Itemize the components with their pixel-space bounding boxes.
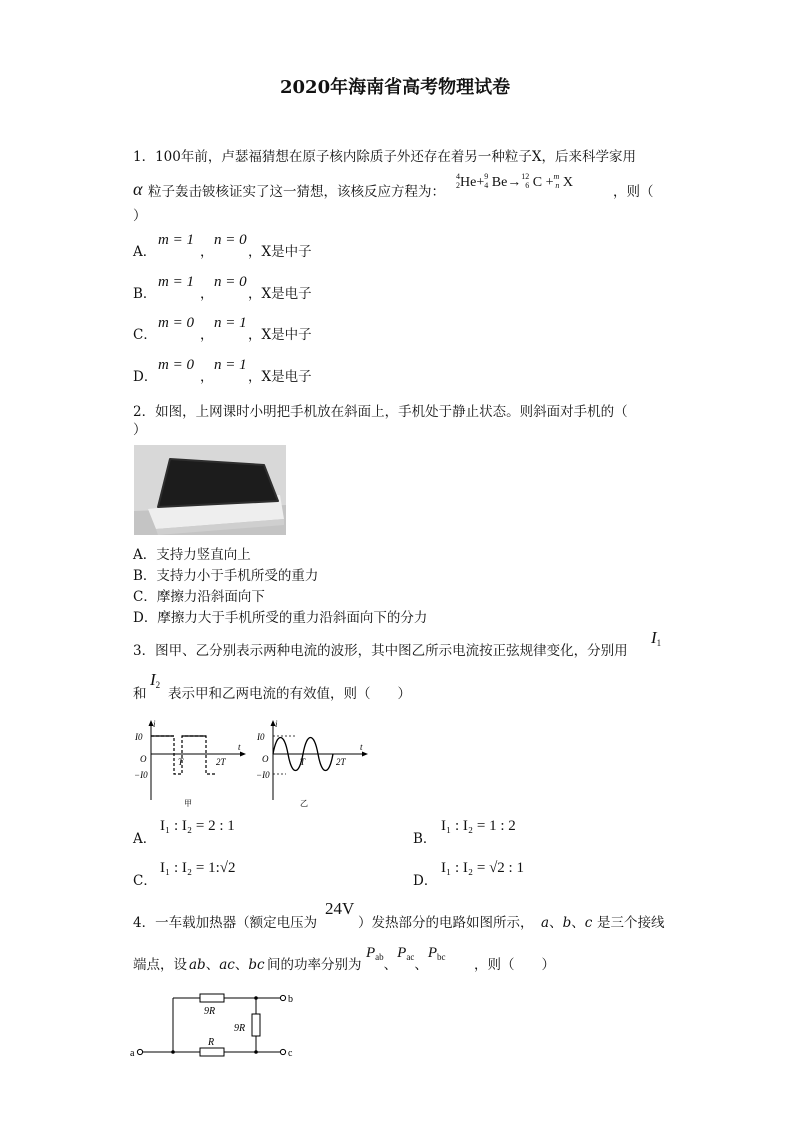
square-wave-graph xyxy=(134,718,250,810)
q2-option-b[interactable]: B．支持力小于手机所受的重力 xyxy=(133,568,319,584)
q3-stem-line2: 表示甲和乙两电流的有效值，则（ ） xyxy=(168,686,411,702)
graph-b-label-t: T xyxy=(300,757,306,767)
graph-a-label-2t: 2T xyxy=(216,757,226,767)
option-m-value: m = 0 xyxy=(158,315,194,331)
option-separator: ， xyxy=(200,327,214,343)
q4-stem-line1-terminals: a、b、c xyxy=(541,915,593,931)
terminal-a-label: a xyxy=(130,1048,135,1059)
option-label: A． xyxy=(133,244,157,260)
option-n-value: n = 1 xyxy=(214,315,247,331)
q1-stem-line2: 粒子轰击铍核证实了这一猜想，该核反应方程为： xyxy=(148,184,445,200)
terminal-b-label: b xyxy=(288,994,293,1005)
q3-i1-symbol: $I_1$ xyxy=(651,628,662,648)
option-separator: ， xyxy=(200,286,214,302)
graph-b-axis-i: i xyxy=(275,719,278,729)
graph-b-caption: 乙 xyxy=(300,799,308,808)
q4-voltage: 24V xyxy=(325,899,355,918)
q3-i2-symbol: $I_2$ xyxy=(150,670,161,690)
q2-option-a[interactable]: A．支持力竖直向上 xyxy=(133,547,251,563)
graph-b-axis-t: t xyxy=(360,742,363,752)
option-label: A． xyxy=(133,831,157,847)
q1-stem-line1: 1．100年前，卢瑟福猜想在原子核内除质子外还存在着另一种粒子X，后来科学家用 xyxy=(133,149,636,165)
page-title: 2020年海南省高考物理试卷 xyxy=(280,77,511,98)
terminal-c-label: c xyxy=(288,1048,293,1059)
q4-stem-line1-b: ）发热部分的电路如图所示， xyxy=(358,915,534,931)
q4-stem-line2-pairs: ab、ac、bc xyxy=(189,957,265,973)
option-label: B． xyxy=(413,831,437,847)
q1-stem-line2-end: ，则（ xyxy=(613,184,654,200)
option-ratio: I₁ : I₂ = 1:√2 xyxy=(160,860,236,876)
graph-a-axis-i: i xyxy=(153,719,156,729)
option-n-value: n = 0 xyxy=(214,274,247,290)
option-label: C． xyxy=(133,873,157,889)
graph-a-axis-t: t xyxy=(238,742,241,752)
option-separator: ， xyxy=(200,244,214,260)
option-text: ，X是电子 xyxy=(248,286,312,302)
option-label: C． xyxy=(133,327,157,343)
q3-stem-line1: 3．图甲、乙分别表示两种电流的波形，其中图乙所示电流按正弦规律变化，分别用 xyxy=(133,643,628,659)
option-ratio: I₁ : I₂ = 2 : 1 xyxy=(160,818,235,834)
phone-on-incline-photo xyxy=(134,445,286,535)
option-label: D． xyxy=(133,369,158,385)
q4-stem-line2-a: 端点，设 xyxy=(133,957,187,973)
graph-a-caption: 甲 xyxy=(184,799,192,808)
q4-stem-line2-b: 间的功率分别为 xyxy=(267,957,362,973)
option-m-value: m = 1 xyxy=(158,274,194,290)
graph-b-label-i0: I0 xyxy=(257,732,265,742)
option-n-value: n = 0 xyxy=(214,232,247,248)
option-m-value: m = 0 xyxy=(158,357,194,373)
option-text: ，X是中子 xyxy=(248,327,312,343)
q4-stem-line1-a: 4．一车载加热器（额定电压为 xyxy=(133,915,318,931)
option-n-value: n = 1 xyxy=(214,357,247,373)
q2-option-d[interactable]: D．摩擦力大于手机所受的重力沿斜面向下的分力 xyxy=(133,610,428,626)
resistor-bottom-label: R xyxy=(208,1037,215,1048)
graph-b-label-origin: O xyxy=(262,754,269,764)
q2-stem-line2: ） xyxy=(133,422,147,438)
graph-a-label-t: T xyxy=(178,757,184,767)
sine-wave-graph xyxy=(256,718,372,810)
q1-nuclear-equation: 4 2He+9 4 Be→12 6 C +m n X xyxy=(456,172,573,190)
graph-a-label-i0: I0 xyxy=(135,732,143,742)
q4-stem-line1-c: 是三个接线 xyxy=(597,915,665,931)
graph-b-label-2t: 2T xyxy=(336,757,346,767)
heater-circuit-diagram xyxy=(130,988,300,1064)
resistor-top-label: 9R xyxy=(204,1006,216,1017)
q4-stem-line2-c: ，则（ ） xyxy=(474,957,555,973)
graph-a-label-neg-i0: −I0 xyxy=(134,770,148,780)
q4-power-symbols: $P_{ab、}P_{ac、}P_{bc}$ xyxy=(366,945,446,973)
q2-stem-line1: 2．如图，上网课时小明把手机放在斜面上，手机处于静止状态。则斜面对手机的（ xyxy=(133,404,628,420)
q1-stem-line3: ） xyxy=(133,208,147,224)
graph-b-label-neg-i0: −I0 xyxy=(256,770,270,780)
option-text: ，X是中子 xyxy=(248,244,312,260)
q3-stem-line2-and: 和 xyxy=(133,686,147,702)
resistor-right-label: 9R xyxy=(234,1023,246,1034)
q2-option-c[interactable]: C．摩擦力沿斜面向下 xyxy=(133,589,265,605)
option-m-value: m = 1 xyxy=(158,232,194,248)
graph-a-label-origin: O xyxy=(140,754,147,764)
option-ratio: I₁ : I₂ = 1 : 2 xyxy=(441,818,516,834)
option-text: ，X是电子 xyxy=(248,369,312,385)
option-label: D． xyxy=(413,873,438,889)
option-label: B． xyxy=(133,286,157,302)
q1-alpha-symbol: α xyxy=(133,179,143,199)
option-separator: ， xyxy=(200,369,214,385)
option-ratio: I₁ : I₂ = √2 : 1 xyxy=(441,860,524,876)
